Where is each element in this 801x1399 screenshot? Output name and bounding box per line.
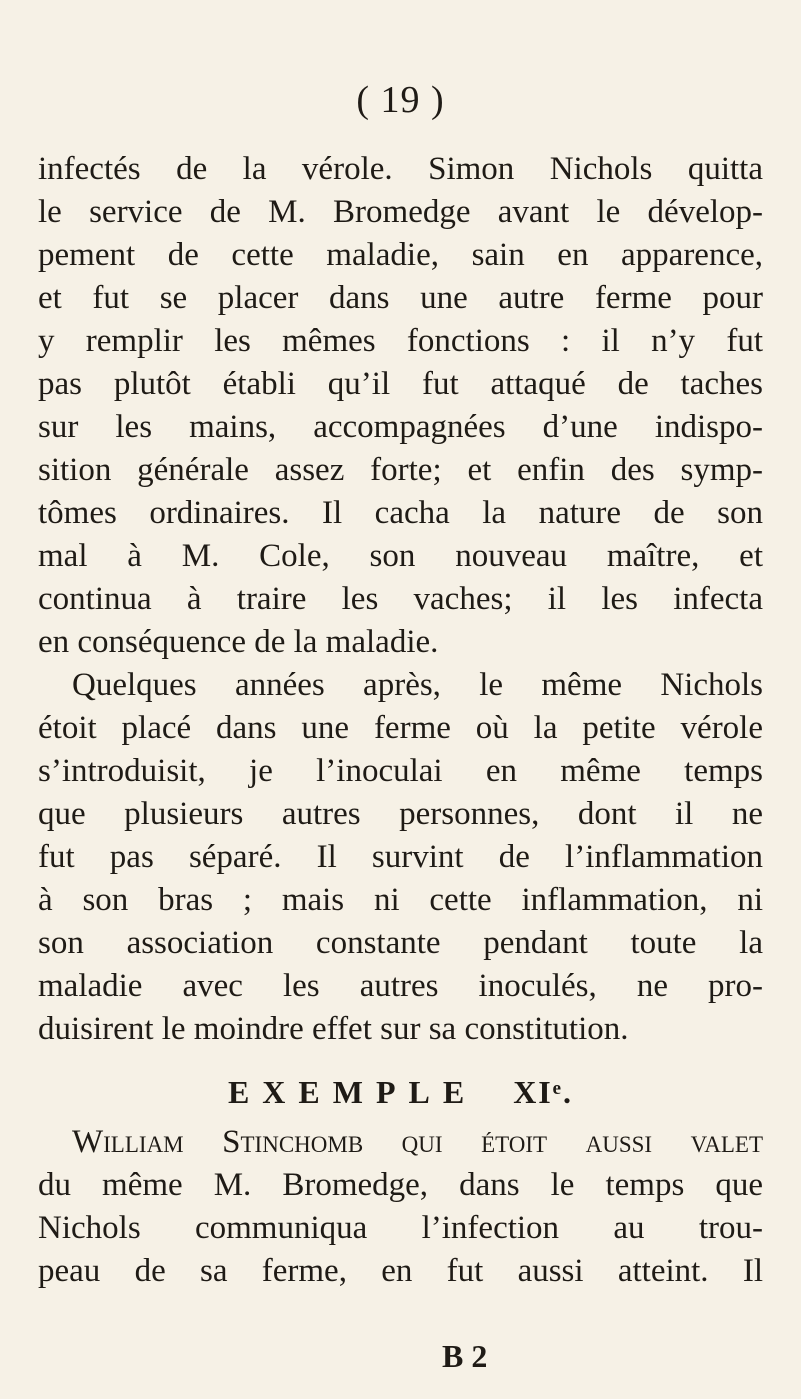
heading-number: XIᵉ. (513, 1074, 574, 1110)
text-line-8: sition générale assez forte; et enfin des symp- (38, 452, 763, 488)
text-line-5: y remplir les mêmes fonctions : il n’y fut (38, 323, 763, 359)
paragraph-2-line-7: son association constante pendant toute la (38, 925, 763, 961)
text-line-4: et fut se placer dans une autre ferme pour (38, 280, 763, 316)
page-number: ( 19 ) (356, 79, 445, 121)
text-line-3: pement de cette maladie, sain en apparence, (38, 237, 763, 273)
paragraph-3-line-2: du même M. Bromedge, dans le temps que (38, 1167, 763, 1203)
section-gap (38, 1051, 763, 1063)
paragraph-2-line-1: Quelques années après, le même Nichols (72, 667, 763, 703)
paragraph-2-line-3: s’introduisit, je l’inoculai en même temps (38, 753, 763, 789)
paragraph-2-line-9: duisirent le moindre effet sur sa constitution. (38, 1011, 629, 1047)
paragraph-3-line-1 (38, 1121, 763, 1164)
text-line-7: sur les mains, accompagnées d’une indispo- (38, 409, 763, 445)
section-heading (38, 1063, 763, 1121)
paragraph-2-line-8: maladie avec les autres inoculés, ne pro- (38, 968, 763, 1004)
paragraph-2-line-5: fut pas séparé. Il survint de l’inflammation (38, 839, 763, 875)
paragraph-3-line-3: Nichols communiqua l’infection au trou- (38, 1210, 763, 1246)
paragraph-3-line-4: peau de sa ferme, en fut aussi atteint. Il (38, 1253, 763, 1289)
text-line-1: infectés de la vérole. Simon Nichols quitta (38, 151, 763, 187)
text-line-12: en conséquence de la maladie. (38, 624, 439, 660)
text-line-11: continua à traire les vaches; il les infecta (38, 581, 763, 617)
text-line-6: pas plutôt établi qu’il fut attaqué de taches (38, 366, 763, 402)
paragraph-2-line-4: que plusieurs autres personnes, dont il ne (38, 796, 763, 832)
text-line-2: le service de M. Bromedge avant le dévelop- (38, 194, 763, 230)
text-line-10: mal à M. Cole, son nouveau maître, et (38, 538, 763, 574)
signature-mark: B 2 (442, 1338, 488, 1374)
william-stinchomb-line: William Stinchomb qui étoit aussi valet (72, 1124, 763, 1160)
paragraph-2-line-6: à son bras ; mais ni cette inflammation, ni (38, 882, 763, 918)
text-line-9: tômes ordinaires. Il cacha la nature de son (38, 495, 763, 531)
heading-word: EXEMPLE (227, 1074, 478, 1110)
page-text (38, 148, 763, 1293)
paragraph-2-line-2: étoit placé dans une ferme où la petite vérole (38, 710, 763, 746)
